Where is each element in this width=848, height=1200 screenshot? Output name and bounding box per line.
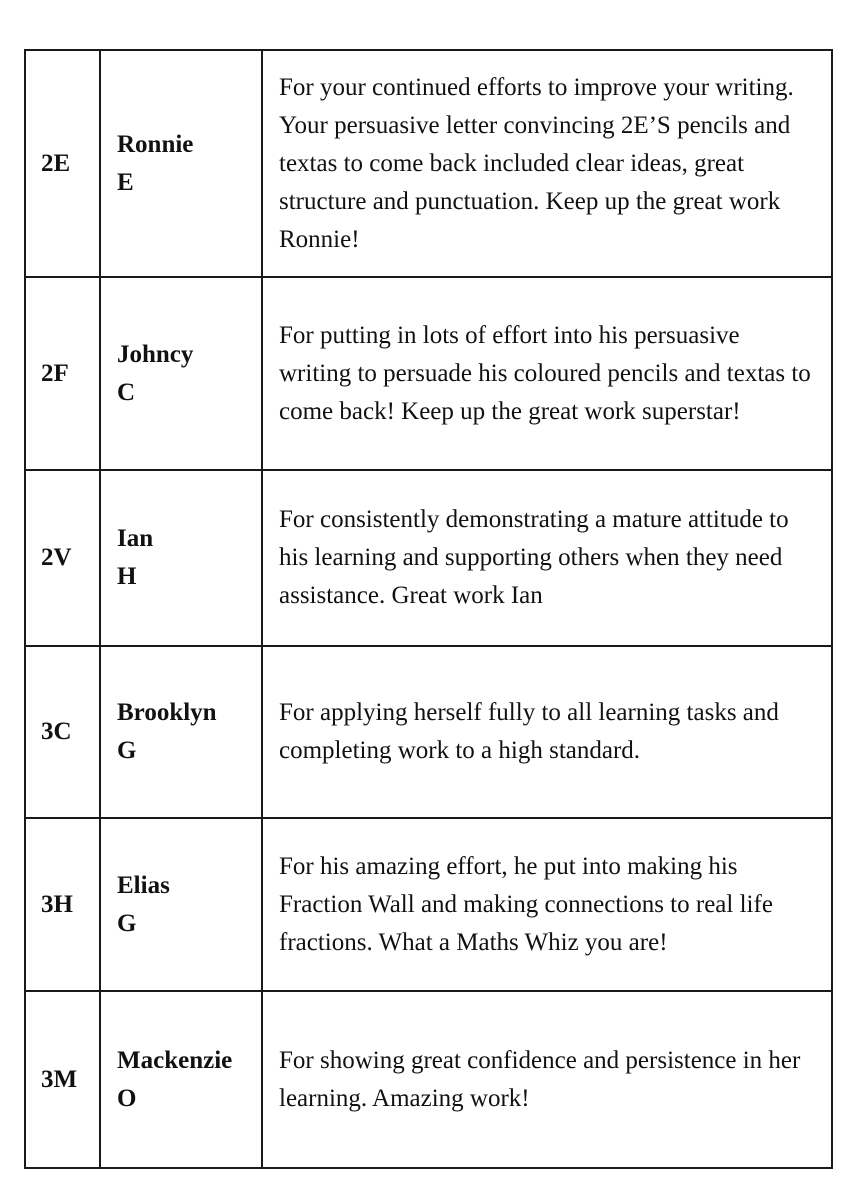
student-name [100, 646, 262, 818]
student-first-name: Mackenzie [117, 1046, 233, 1074]
award-description: For showing great confidence and persistence in her learning. Amazing work! [262, 991, 832, 1168]
award-description: For applying herself fully to all learning tasks and completing work to a high standard. [262, 646, 832, 818]
award-description: For your continued efforts to improve your writing. Your persuasive letter convincing 2E’S pencils and textas to come back included clear ideas, great structure and punctuation. Keep up the great work Ronnie! [262, 50, 832, 277]
class-code: 3M [25, 991, 100, 1168]
student-first-name: Brooklyn [117, 699, 217, 726]
award-row [25, 991, 832, 1168]
class-code: 2V [25, 470, 100, 646]
class-code: 2F [25, 277, 100, 470]
student-name [100, 50, 262, 277]
student-last-initial: E [117, 168, 134, 196]
class-code: 3C [25, 646, 100, 818]
award-row [25, 646, 832, 818]
award-row [25, 50, 832, 277]
student-first-name: Ronnie [117, 130, 194, 158]
award-row [25, 277, 832, 470]
student-last-initial: O [117, 1084, 137, 1112]
student-name [100, 818, 262, 991]
student-first-name: Elias [117, 871, 170, 899]
student-last-initial: C [117, 378, 136, 406]
student-last-initial: G [117, 909, 137, 937]
class-code: 3H [25, 818, 100, 991]
student-name [100, 470, 262, 646]
award-description: For putting in lots of effort into his persuasive writing to persuade his coloured pencils and textas to come back! Keep up the great work superstar! [262, 277, 832, 470]
award-description: For consistently demonstrating a mature attitude to his learning and supporting others when they need assistance. Great work Ian [262, 470, 832, 646]
student-last-initial: G [117, 737, 137, 764]
student-first-name: Johncy [117, 340, 194, 368]
student-first-name: Ian [117, 525, 154, 552]
student-name [100, 277, 262, 470]
awards-table [24, 49, 833, 1169]
award-row [25, 470, 832, 646]
award-row [25, 818, 832, 991]
student-last-initial: H [117, 563, 137, 590]
award-description: For his amazing effort, he put into making his Fraction Wall and making connections to real life fractions. What a Maths Whiz you are! [262, 818, 832, 991]
class-code: 2E [25, 50, 100, 277]
student-name [100, 991, 262, 1168]
